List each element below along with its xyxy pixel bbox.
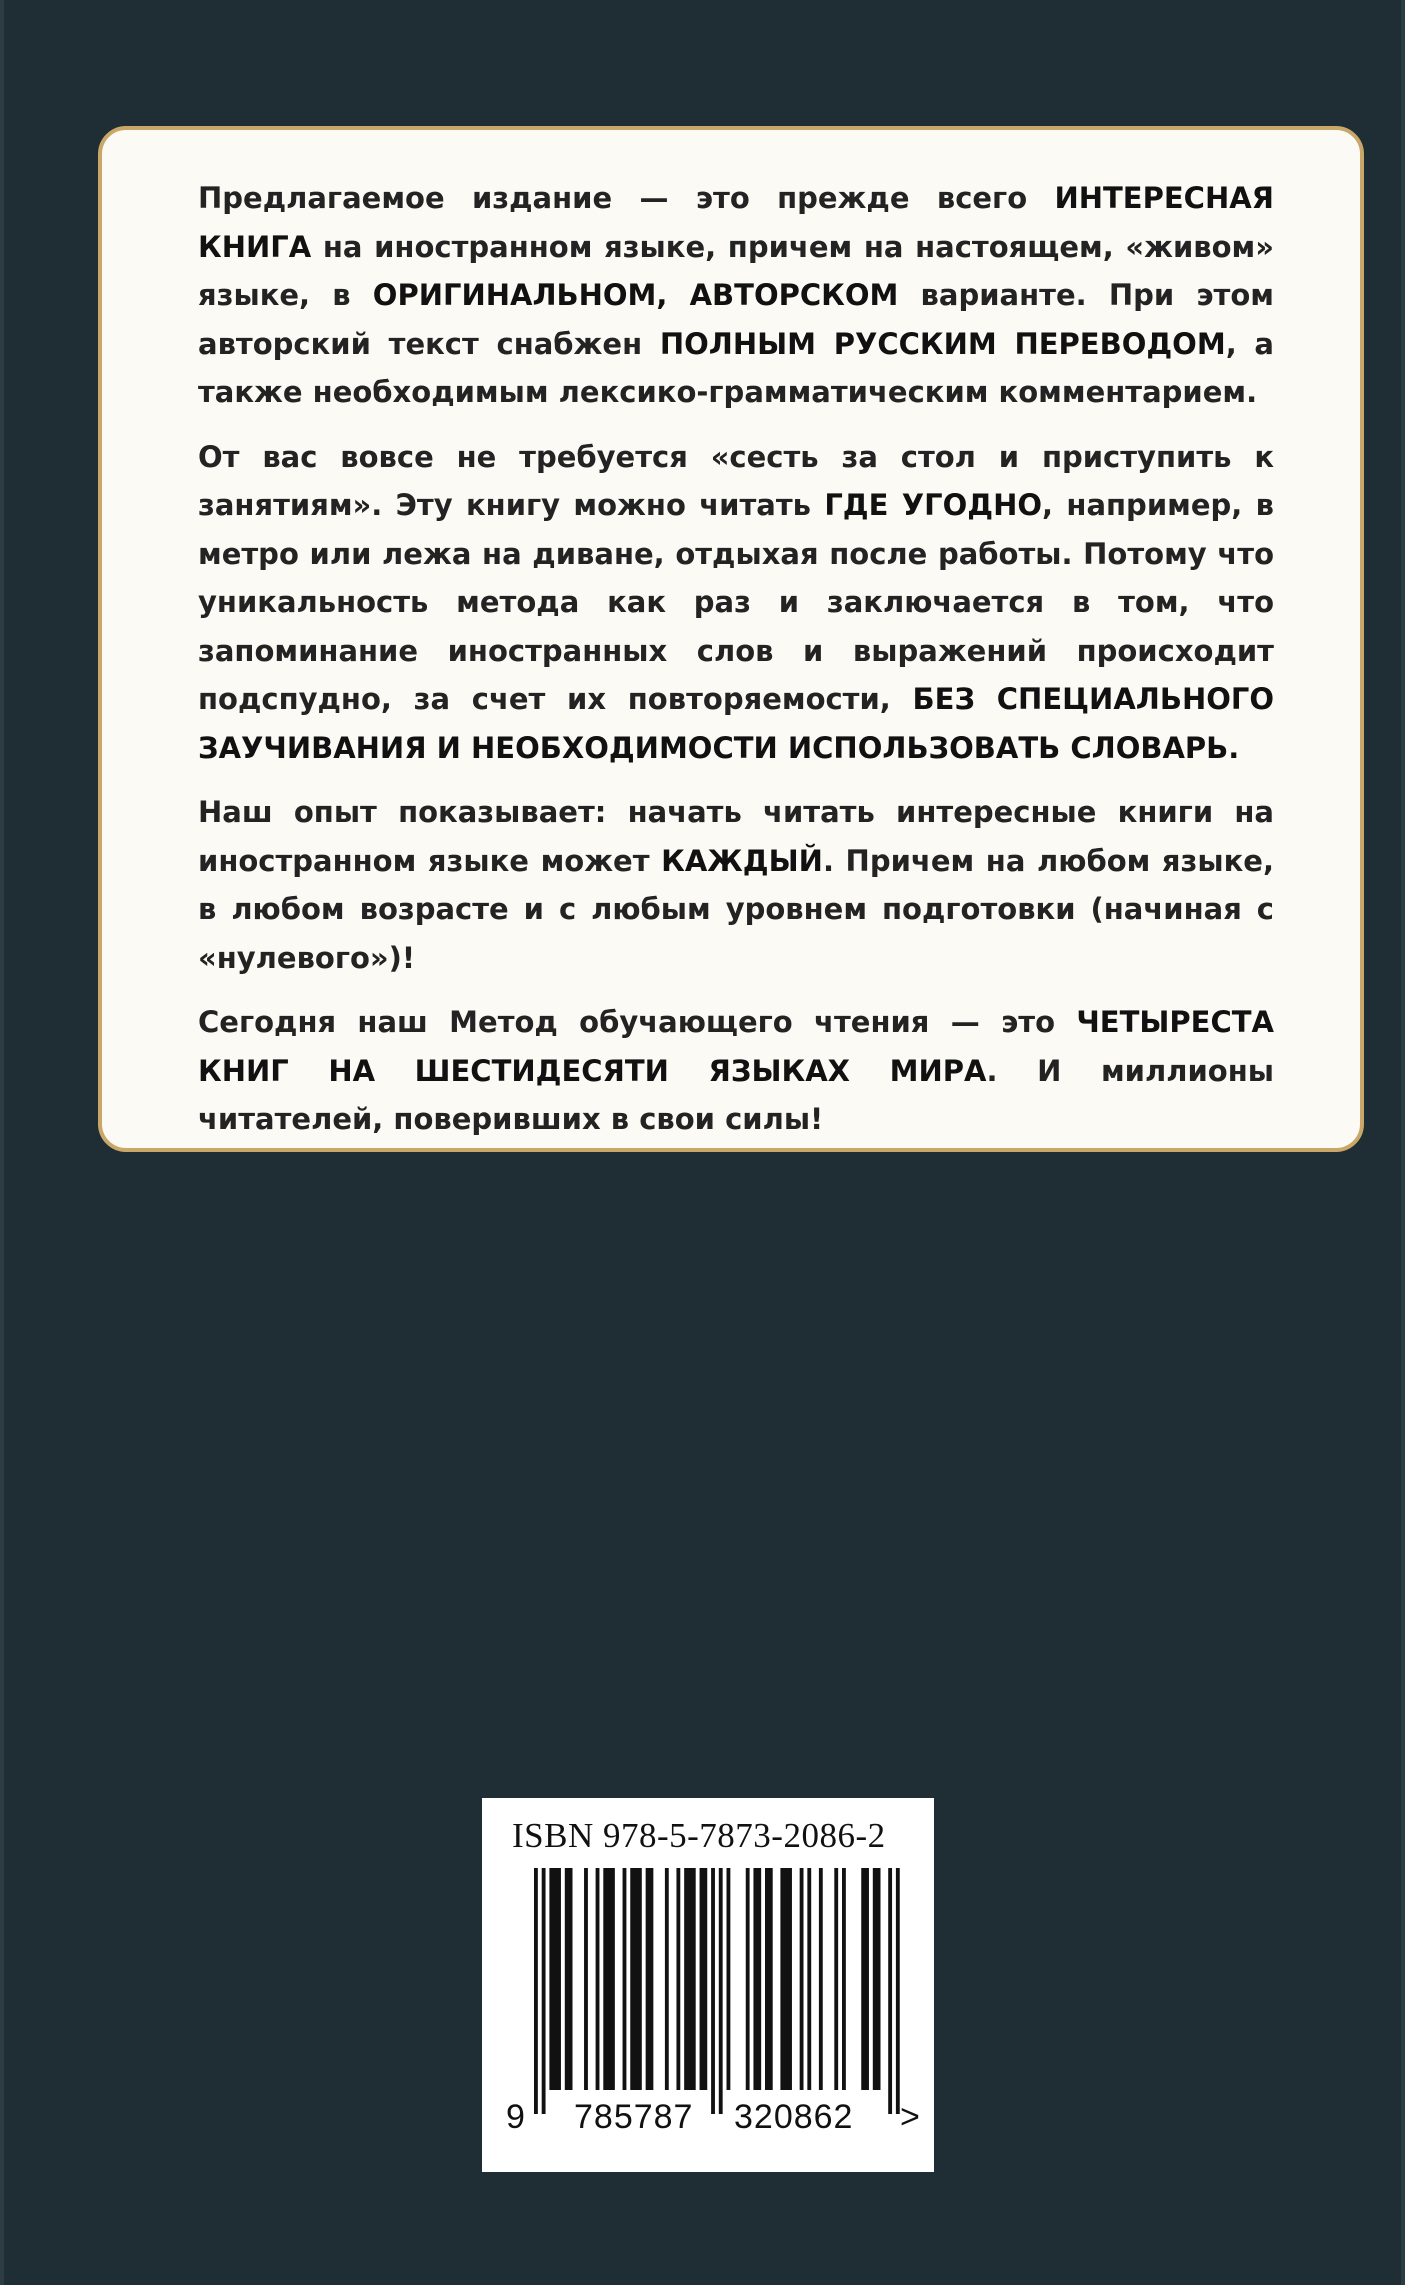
barcode-bar [676,1868,680,2090]
barcode-bar [700,1868,708,2090]
barcode-bar [819,1868,823,2090]
barcode-bar [684,1868,696,2090]
emphasized-text: ПОЛНЫМ РУССКИМ ПЕРЕВОДОМ [659,326,1226,361]
barcode-guard-bar [711,1868,715,2114]
barcode-guard-bar [719,1868,723,2114]
body-text: варианте. При этом авторский текст снабжен [198,278,1285,361]
barcode-bar [873,1868,881,2090]
isbn-label: ISBN 978-5-7873-2086-2 [512,1816,886,1855]
emphasized-text: БЕЗ СПЕЦИАЛЬНОГО ЗАУЧИВАНИЯ И НЕОБХОДИМОСТИ ИСПОЛЬЗОВАТЬ СЛОВАРЬ. [198,682,1285,765]
body-text: Предлагаемое издание — это прежде всего [198,181,1055,215]
barcode-bar [549,1868,561,2090]
barcode-bars [482,1798,934,2172]
barcode-bar [596,1868,600,2090]
body-text: . Причем на любом языке, в любом возрасте и с любым уровнем подготовки (начиная с «нулевого»)! [198,843,1285,975]
barcode-bar [565,1868,573,2090]
barcode-guard-bar [896,1868,900,2114]
body-text: От вас вовсе не требуется «сесть за стол и приступить к занятиям». Эту книгу можно читать [198,439,1285,522]
barcode-bar [665,1868,669,2090]
barcode-trail-marker: > [900,2098,920,2136]
isbn-barcode-block [482,1798,934,2172]
barcode-digit-group-1: 785787 [574,2098,694,2136]
barcode-bar [834,1868,838,2090]
barcode-bar [842,1868,846,2090]
body-text: Сегодня наш Метод обучающего чтения — это [198,1005,1077,1039]
paragraph [198,433,1285,773]
barcode-bar [646,1868,654,2090]
barcode-guard-bar [888,1868,892,2114]
emphasized-text: ОРИГИНАЛЬНОМ, АВТОРСКОМ [372,278,899,312]
barcode-guard-bar [542,1868,546,2114]
barcode-bar [780,1868,792,2090]
barcode-lead-digit: 9 [506,2098,525,2136]
barcode-bar [800,1868,804,2090]
body-text: на иностранном языке, причем на настоящем, «живом» языке, в [198,229,1285,312]
paragraph [198,998,1285,1144]
emphasized-text: ИНТЕРЕСНАЯ КНИГА [198,181,1285,264]
barcode-bar [746,1868,750,2090]
emphasized-text: ЧЕТЫРЕСТА КНИГ НА ШЕСТИДЕСЯТИ ЯЗЫКАХ МИРА [198,1005,1285,1088]
barcode-bar [584,1868,588,2090]
barcode-bar [807,1868,811,2090]
description-panel [98,126,1364,1152]
barcode-bar [623,1868,627,2090]
barcode-bar [765,1868,773,2090]
body-text: , например, в метро или лежа на диване, отдыхая после работы. Потому что уникальность метода как раз и заключается в том, что запоминание иностранных слов и выражений происходит подспудно, за счет их повторяемости, [198,488,1285,716]
body-text: , а также необходимым лексико-грамматическим комментарием. [198,326,1285,409]
barcode-bar [603,1868,615,2090]
paragraph [198,174,1285,417]
paragraph [198,788,1285,982]
cover-edge-right [1401,0,1405,2285]
barcode-bar [861,1868,869,2090]
barcode-bar [630,1868,642,2090]
cover-edge-left [0,0,4,2285]
barcode-digit-group-2: 320862 [734,2098,854,2136]
body-text: . И миллионы читателей, поверивших в свои силы! [198,1053,1285,1136]
emphasized-text: ГДЕ УГОДНО [824,488,1043,522]
emphasized-text: КАЖДЫЙ [661,843,823,878]
body-text: Наш опыт показывает: начать читать интересные книги на иностранном языке может [198,795,1285,878]
barcode-bar [727,1868,731,2090]
barcode-bar [753,1868,761,2090]
barcode-guard-bar [534,1868,538,2114]
